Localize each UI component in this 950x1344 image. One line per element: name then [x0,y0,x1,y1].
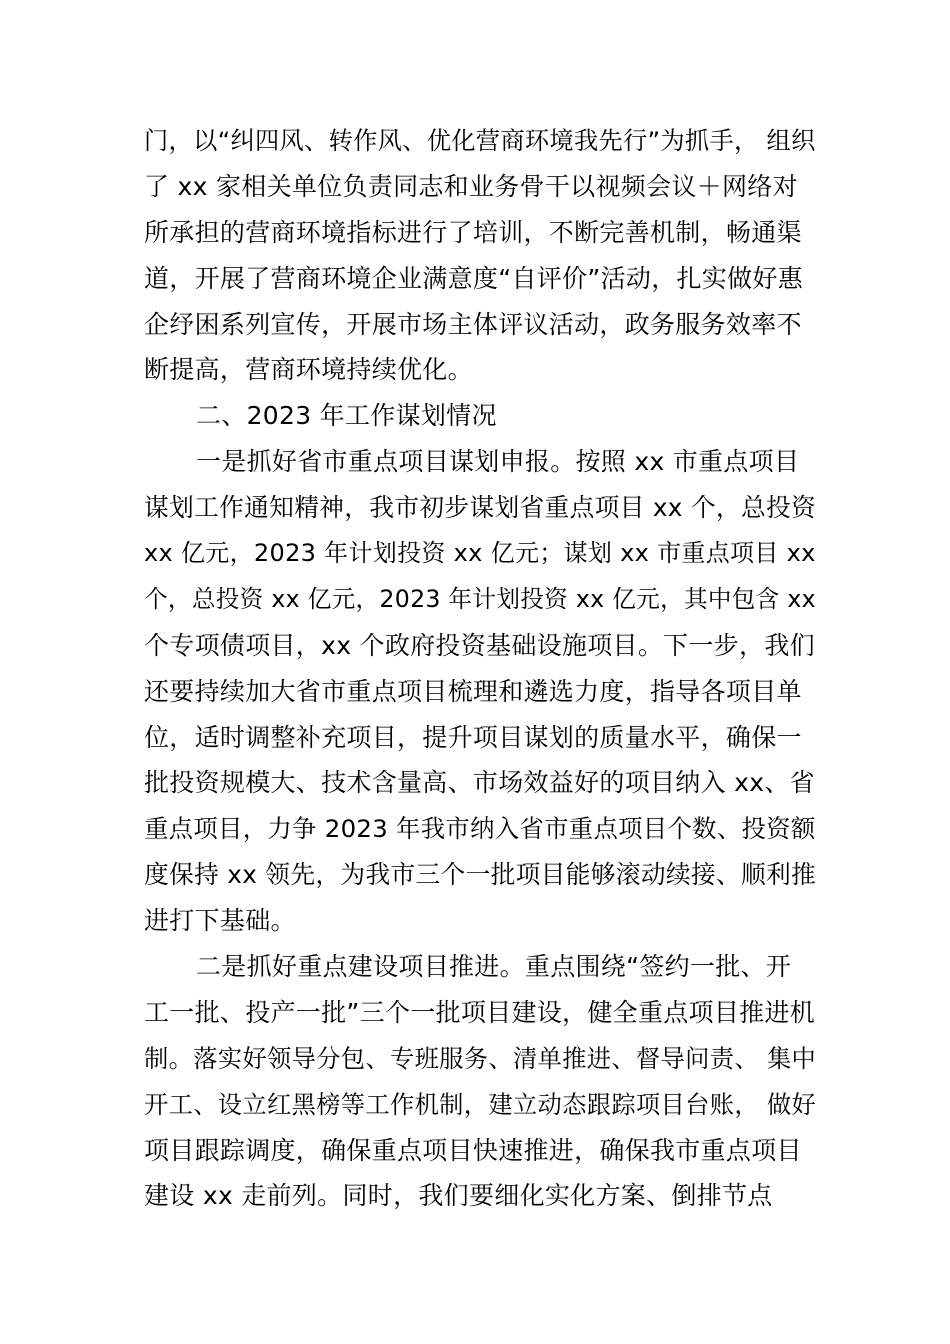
text-line: 个专项债项目，xx 个政府投资基础设施项目。下一步，我们 [144,630,815,660]
text-line: 企纾困系列宣传，开展市场主体评议活动，政务服务效率不 [144,309,802,339]
text-line: 二、2023 年工作谋划情况 [196,401,497,431]
document-body [144,118,816,1219]
text-line: 位，适时调整补充项目，提升项目谋划的质量水平，确保一 [144,722,802,752]
text-line: 批投资规模大、技术含量高、市场效益好的项目纳入 xx、省 [144,768,815,798]
text-line: 工一批、投产一批”三个一批项目建设，健全重点项目推进机 [144,997,816,1027]
text-line: 断提高，营商环境持续优化。 [144,355,473,385]
text-line: 制。落实好领导分包、专班服务、清单推进、督导问责、 集中 [144,1043,817,1073]
text-line: 进打下基础。 [144,906,296,936]
text-line: 个，总投资 xx 亿元，2023 年计划投资 xx 亿元，其中包含 xx [144,584,816,613]
text-line: 所承担的营商环境指标进行了培训，不断完善机制，畅通渠 [144,217,802,247]
text-line: 重点项目，力争 2023 年我市纳入省市重点项目个数、投资额 [144,814,816,844]
text-line: 了 xx 家相关单位负责同志和业务骨干以视频会议＋网络对 [144,171,798,201]
text-line: 项目跟踪调度，确保重点项目快速推进，确保我市重点项目 [144,1135,802,1165]
text-line: 建设 xx 走前列。同时，我们要细化实化方案、倒排节点 [144,1181,773,1211]
text-line: xx 亿元，2023 年计划投资 xx 亿元；谋划 xx 市重点项目 xx [144,539,816,568]
text-line: 门，以“纠四风、转作风、优化营商环境我先行”为抓手， 组织 [144,126,816,155]
text-line: 谋划工作通知精神，我市初步谋划省重点项目 xx 个，总投资 [144,493,817,523]
text-line: 度保持 xx 领先，为我市三个一批项目能够滚动续接、顺利推 [144,860,817,890]
text-line: 一是抓好省市重点项目谋划申报。按照 xx 市重点项目 [196,447,800,477]
text-line: 开工、设立红黑榜等工作机制，建立动态跟踪项目台账， 做好 [144,1089,817,1119]
text-line: 二是抓好重点建设项目推进。重点围绕“签约一批、开 [196,952,792,982]
text-line: 还要持续加大省市重点项目梳理和遴选力度，指导各项目单 [144,676,802,706]
text-line: 道，开展了营商环境企业满意度“自评价”活动，扎实做好惠 [144,263,804,293]
